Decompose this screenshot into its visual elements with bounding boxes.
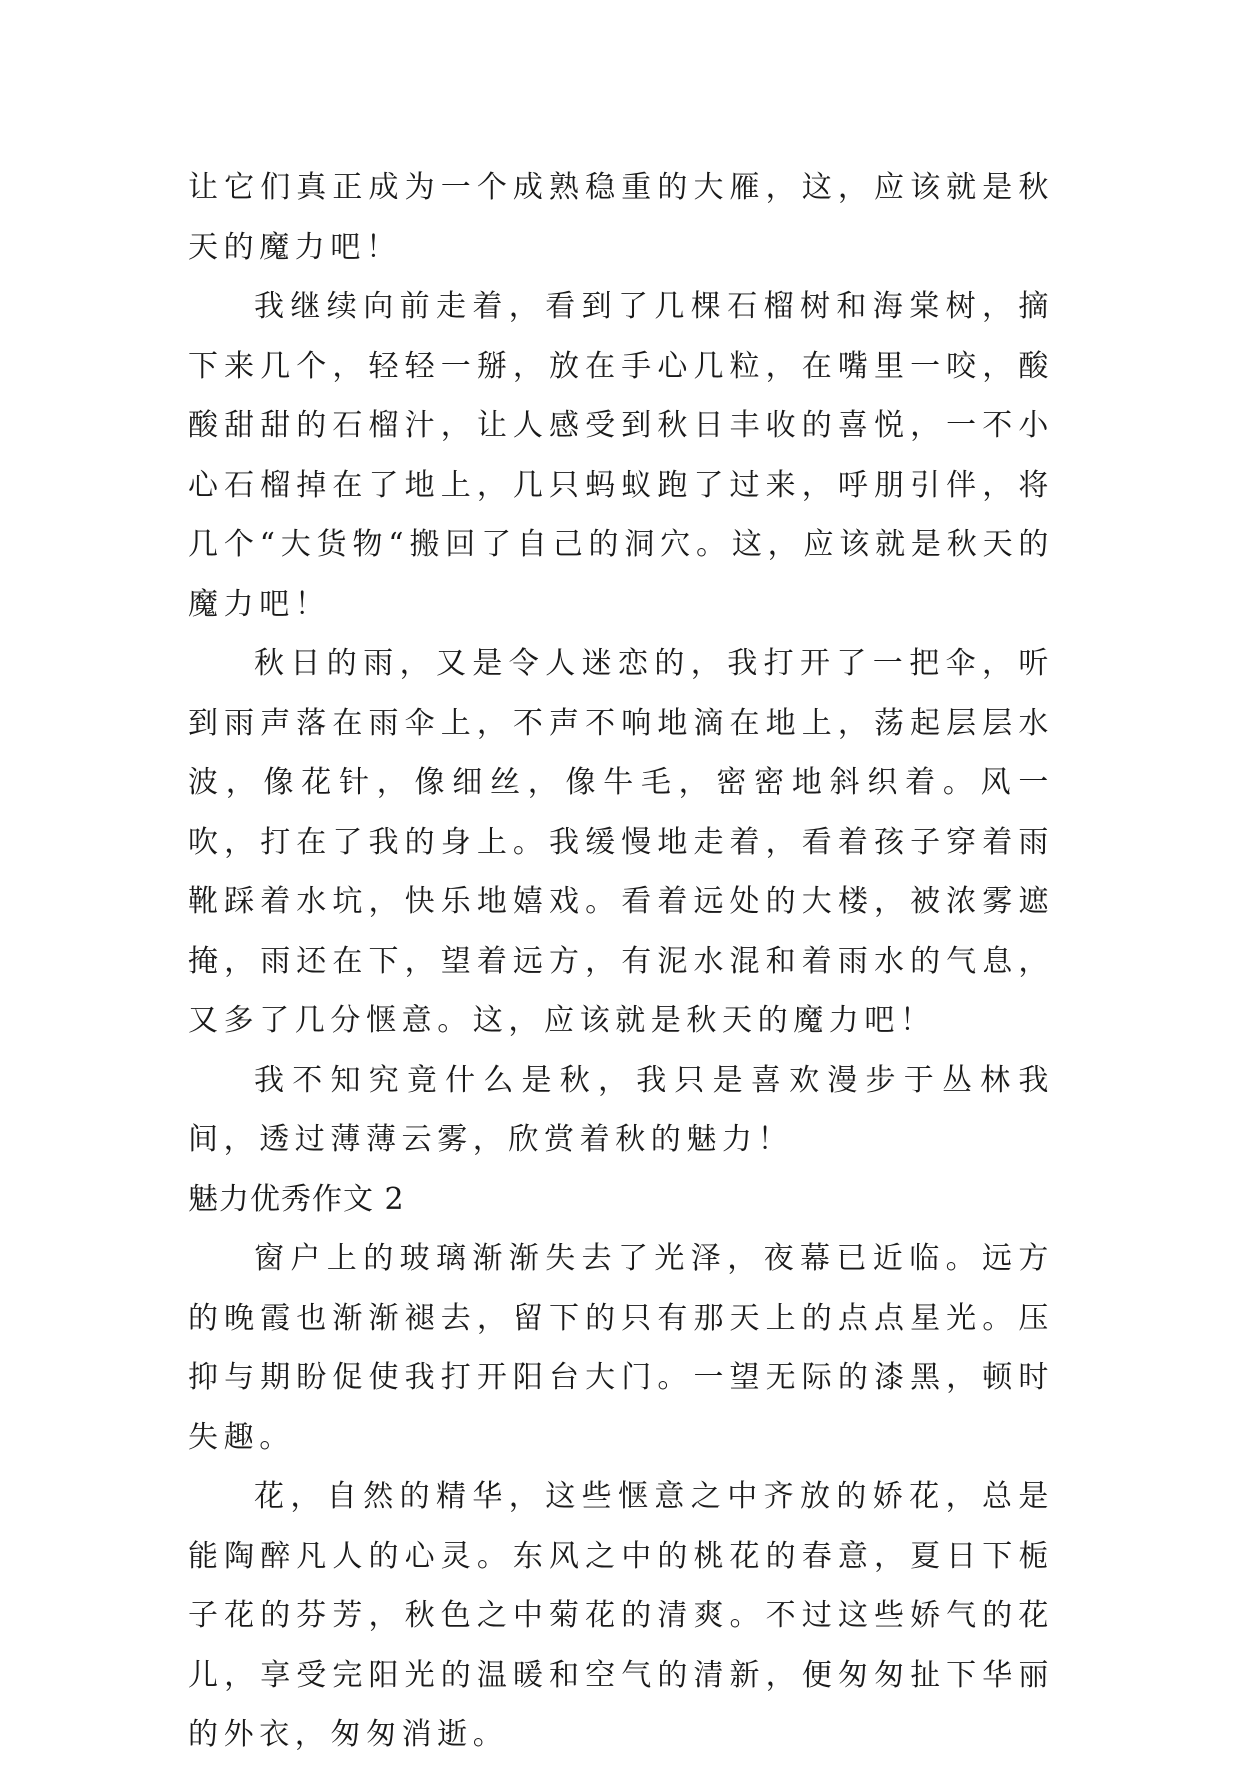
paragraph-pomegranate: 我继续向前走着，看到了几棵石榴树和海棠树，摘下来几个，轻轻一掰，放在手心几粒，在嘴里一咬，酸酸甜甜的石榴汁，让人感受到秋日丰收的喜悦，一不小心石榴掉在了地上，几只蚂蚁跑了过来，呼朋引伴，将几个“大货物“搬回了自己的洞穴。这，应该就是秋天的魔力吧！	[188, 289, 1054, 622]
section-title: 魅力优秀作文 2	[188, 1181, 405, 1217]
document-page	[188, 158, 1054, 1765]
paragraph-continuation: 让它们真正成为一个成熟稳重的大雁，这，应该就是秋天的魔力吧！	[188, 170, 1054, 265]
paragraph-closing: 我不知究竟什么是秋，我只是喜欢漫步于丛林我间，透过薄薄云雾，欣赏着秋的魅力！	[188, 1062, 1054, 1157]
paragraph-autumn-rain: 秋日的雨，又是令人迷恋的，我打开了一把伞，听到雨声落在雨伞上，不声不响地滴在地上，荡起层层水波，像花针，像细丝，像牛毛，密密地斜织着。风一吹，打在了我的身上。我缓慢地走着，看着孩子穿着雨靴踩着水坑，快乐地嬉戏。看着远处的大楼，被浓雾遮掩，雨还在下，望着远方，有泥水混和着雨水的气息，又多了几分惬意。这，应该就是秋天的魔力吧！	[188, 646, 1054, 1038]
paragraph-window: 窗户上的玻璃渐渐失去了光泽，夜幕已近临。远方的晚霞也渐渐褪去，留下的只有那天上的点点星光。压抑与期盼促使我打开阳台大门。一望无际的漆黑，顿时失趣。	[188, 1241, 1054, 1455]
paragraph-flowers: 花，自然的精华，这些惬意之中齐放的娇花，总是能陶醉凡人的心灵。东风之中的桃花的春意，夏日下栀子花的芬芳，秋色之中菊花的清爽。不过这些娇气的花儿，享受完阳光的温暖和空气的清新，便匆匆扯下华丽的外衣，匆匆消逝。	[188, 1479, 1054, 1752]
